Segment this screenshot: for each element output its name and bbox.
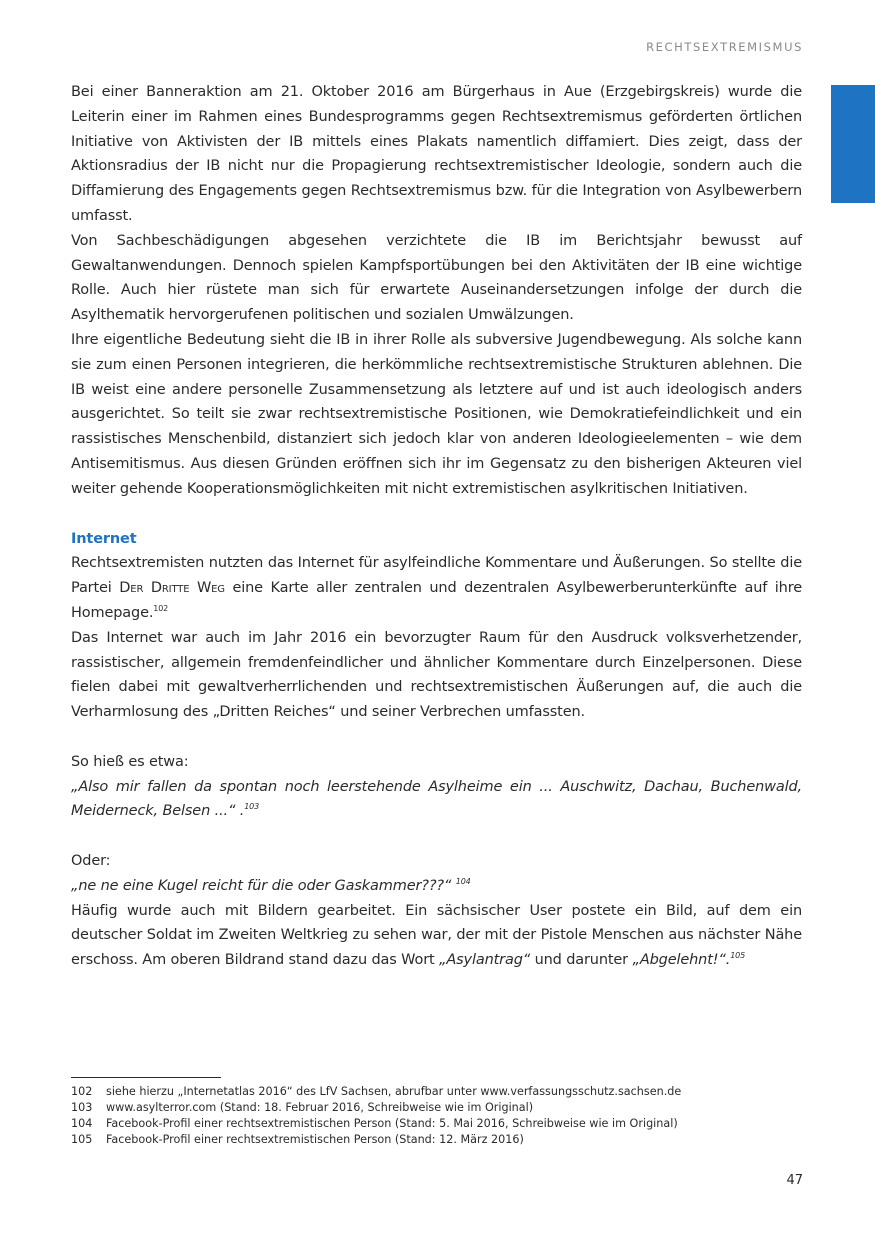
footnote-ref[interactable]: 102 bbox=[153, 603, 169, 613]
footnote-number: 104 bbox=[71, 1117, 93, 1130]
page-number: 47 bbox=[786, 1173, 803, 1188]
footnotes bbox=[71, 1084, 802, 1148]
paragraph: Bei einer Banneraktion am 21. Oktober 2016 am Bürgerhaus in Aue (Erzgebirgskreis) wurde die Leiterin einer im Rahmen eines Bundesprogramms gegen Rechtsextremismus geförderten örtlichen Initiative von Aktivisten der IB mittels eines Plakats namentlich diffamiert. Dies zeigt, dass der Aktionsradius der IB nicht nur die Propagierung rechtsextremistischer Ideologie, sondern auch die Diffamierung des Engagements gegen Rechtsextremismus bzw. für die Integration von Asylbewerbern umfasst. bbox=[71, 84, 802, 224]
quote-inline: „Abgelehnt!“. bbox=[632, 952, 731, 969]
footnote-number: 103 bbox=[71, 1101, 93, 1114]
spacer bbox=[71, 824, 802, 849]
paragraph: Oder: bbox=[71, 852, 111, 869]
footnote-item bbox=[71, 1132, 802, 1148]
text-run: Häufig wurde auch mit Bildern gearbeitet. Ein sächsischer User postete ein Bild, auf dem ein deutscher Soldat im Zweiten Weltkrieg zu sehen war, der mit der Pistole Menschen aus nächster Nähe erschoss. Am oberen Bildrand stand dazu das Wort bbox=[71, 902, 802, 969]
running-header: RECHTSEXTREMISMUS bbox=[646, 40, 803, 54]
quote-inline: „Asylantrag“ bbox=[439, 952, 531, 969]
quote-text: „Also mir fallen da spontan noch leerstehende Asylheime ein ... Auschwitz, Dachau, Buchenwald, Meiderneck, Belsen ...“ . bbox=[71, 778, 802, 820]
text-run: eine Karte aller zentralen und dezentralen Asylbewerberunterkünfte auf ihre Homepage. bbox=[71, 580, 802, 621]
quote bbox=[71, 874, 802, 899]
footnote-text: Facebook-Profil einer rechtsextremistischen Person (Stand: 5. Mai 2016, Schreibweise wie im Original) bbox=[106, 1117, 678, 1130]
paragraph bbox=[71, 899, 802, 973]
chapter-tab-marker bbox=[831, 85, 875, 203]
section-heading-internet: Internet bbox=[71, 530, 137, 547]
paragraph: Das Internet war auch im Jahr 2016 ein bevorzugter Raum für den Ausdruck volksverhetzender, rassistischer, allgemein fremdenfeindlicher und ähnlicher Kommentare durch Einzelpersonen. Diese fielen dabei mit gewaltverherrlichenden und rechtsextremistischen Äußerungen auf, die auch die Verharmlosung des „Dritten Reiches“ und seiner Verbrechen umfassten. bbox=[71, 629, 802, 721]
footnote-text: siehe hierzu „Internetatlas 2016“ des LfV Sachsen, abrufbar unter www.verfassungsschutz.sachsen.de bbox=[106, 1085, 682, 1098]
footnote-text: www.asylterror.com (Stand: 18. Februar 2016, Schreibweise wie im Original) bbox=[106, 1101, 534, 1114]
footnote-ref[interactable]: 104 bbox=[455, 876, 471, 886]
footnote-text: Facebook-Profil einer rechtsextremistischen Person (Stand: 12. März 2016) bbox=[106, 1133, 524, 1146]
footnote-item bbox=[71, 1116, 802, 1132]
paragraph: Ihre eigentliche Bedeutung sieht die IB in ihrer Rolle als subversive Jugendbewegung. Als solche kann sie zum einen Personen integrieren, die herkömmliche rechtsextremistische Strukturen ablehnen. Die IB weist eine andere personelle Zusammensetzung als letztere auf und ist auch ideologisch anders ausgerichtet. So teilt sie zwar rechtsextremistische Positionen, wie Demokratiefeindlichkeit und ein rassistisches Menschenbild, distanziert sich jedoch klar von anderen Ideologieelementen – wie dem Antisemitismus. Aus diesen Gründen eröffnen sich ihr im Gegensatz zu den bisherigen Akteuren viel weiter gehende Kooperationsmöglichkeiten mit nicht extremistischen asylkritischen Initiativen. bbox=[71, 331, 802, 497]
footnote-number: 102 bbox=[71, 1085, 93, 1098]
paragraph bbox=[71, 551, 802, 625]
party-name: Der Dritte Weg bbox=[119, 580, 225, 597]
quote bbox=[71, 775, 802, 825]
text-run: und darunter bbox=[530, 952, 633, 969]
main-text bbox=[71, 80, 802, 973]
footnote-item bbox=[71, 1084, 802, 1100]
paragraph: So hieß es etwa: bbox=[71, 753, 189, 770]
paragraph: Von Sachbeschädigungen abgesehen verzichtete die IB im Berichtsjahr bewusst auf Gewaltanwendungen. Dennoch spielen Kampfsportübungen bei den Aktivitäten der IB eine wichtige Rolle. Auch hier rüstete man sich für erwartete Auseinandersetzungen infolge der durch die Asylthematik hervorgerufenen politischen und sozialen Umwälzungen. bbox=[71, 232, 802, 324]
footnote-item bbox=[71, 1100, 802, 1116]
quote-text: „ne ne eine Kugel reicht für die oder Gaskammer???“ bbox=[71, 877, 452, 894]
spacer bbox=[71, 725, 802, 750]
footnote-number: 105 bbox=[71, 1133, 93, 1146]
footnote-divider bbox=[71, 1077, 221, 1078]
text-run: Rechtsextremisten nutzten das Internet für asylfeindliche Kommentare und Äußerungen. So stellte die Partei bbox=[71, 555, 802, 597]
footnote-ref[interactable]: 103 bbox=[244, 802, 260, 812]
footnote-ref[interactable]: 105 bbox=[730, 951, 746, 961]
